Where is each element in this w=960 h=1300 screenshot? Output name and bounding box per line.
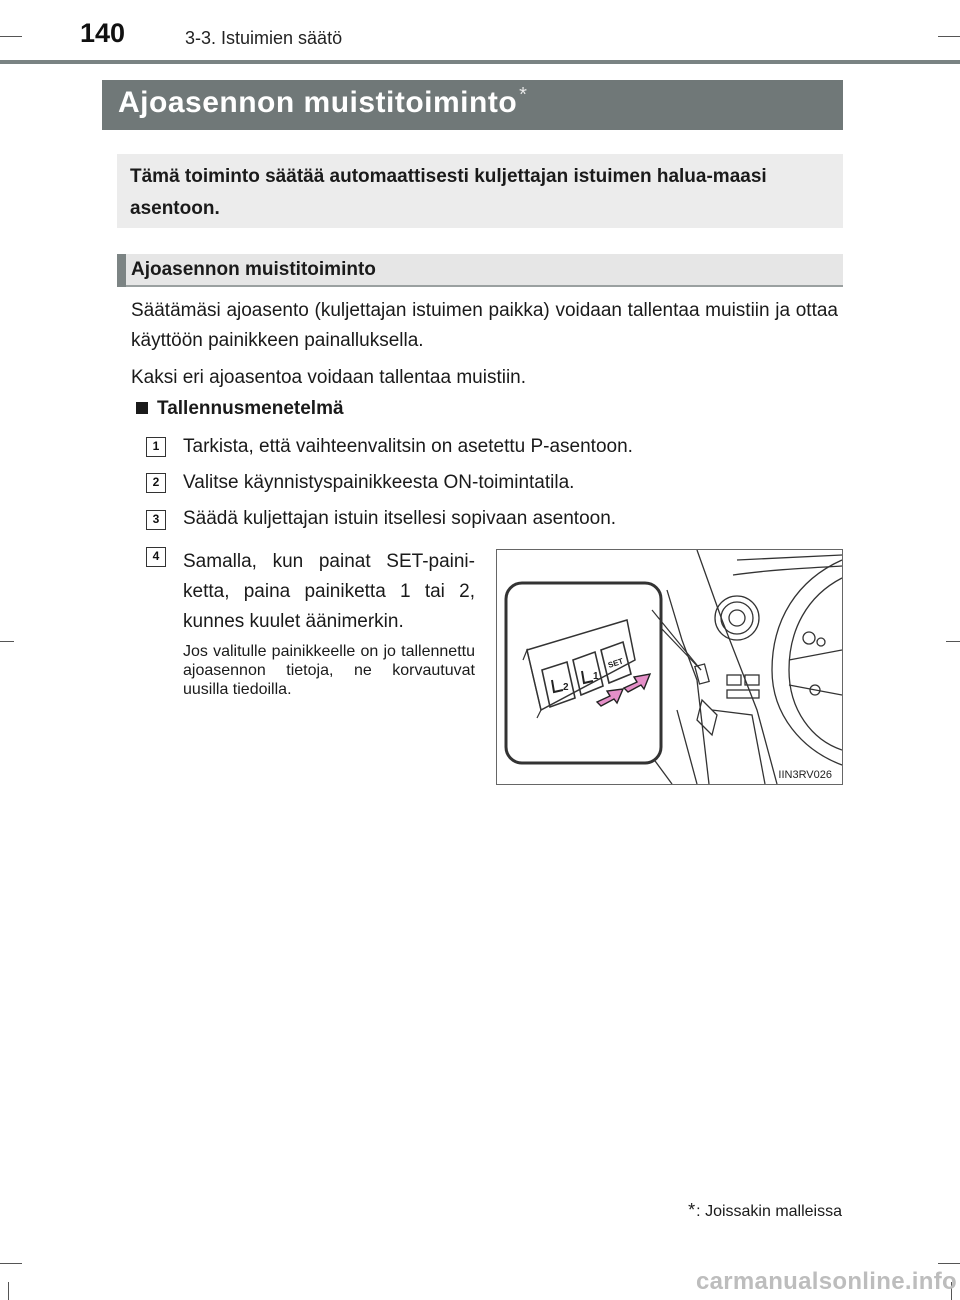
crop-mark xyxy=(8,1282,9,1300)
figure-seat-memory-buttons xyxy=(496,549,843,785)
crop-mark xyxy=(938,1263,960,1264)
crop-mark xyxy=(946,641,960,642)
paragraph: Kaksi eri ajoasentoa voidaan tallentaa muistiin. xyxy=(131,367,527,388)
subheading-accent xyxy=(117,254,126,287)
page-number: 140 xyxy=(80,18,126,48)
section-title: 3-3. Istuimien säätö xyxy=(185,28,343,48)
square-bullet-icon xyxy=(136,402,148,414)
figure-code: IIN3RV026 xyxy=(778,769,832,781)
step-number: 1 xyxy=(146,437,166,457)
page-title-text: Ajoasennon muistitoiminto xyxy=(118,86,518,119)
step-number: 2 xyxy=(146,473,166,493)
title-asterisk: * xyxy=(519,84,528,106)
method-heading xyxy=(136,398,344,420)
method-heading-text: Tallennusmenetelmä xyxy=(157,398,344,419)
crop-mark xyxy=(0,641,14,642)
header-rule xyxy=(0,60,960,64)
footnote-text: : Joissakin malleissa xyxy=(696,1203,842,1220)
intro-text: Tämä toiminto säätää automaattisesti kuljettajan istuimen halua-maasi asentoon. xyxy=(130,166,767,219)
step-text: Samalla, kun painat SET-paini-ketta, paina painiketta 1 tai 2, kunnes kuulet äänimerkin. xyxy=(183,551,475,632)
step-text: Säädä kuljettajan istuin itsellesi sopivaan asentoon. xyxy=(183,508,617,529)
crop-mark xyxy=(0,36,22,37)
watermark: carmanualsonline.info xyxy=(695,1268,957,1295)
subheading: Ajoasennon muistitoiminto xyxy=(131,259,376,280)
dashboard-illustration xyxy=(497,550,842,784)
crop-mark xyxy=(938,36,960,37)
button-set-label: SET xyxy=(606,656,625,670)
paragraph: Säätämäsi ajoasento (kuljettajan istuimen paikka) voidaan tallentaa muistiin ja ottaa käyttöön painikkeen painalluksella. xyxy=(131,300,838,351)
button-1-label: 1 xyxy=(593,671,599,682)
page-title xyxy=(118,86,527,120)
step-text: Valitse käynnistyspainikkeesta ON-toimintatila. xyxy=(183,472,575,493)
step-number: 4 xyxy=(146,547,166,567)
footnote xyxy=(688,1200,842,1221)
button-2-label: 2 xyxy=(563,682,569,693)
note-text: Jos valitulle painikkeelle on jo tallennettu ajoasennon tietoja, ne korvautuvat uusilla tiedoilla. xyxy=(183,643,475,698)
footnote-asterisk: * xyxy=(688,1200,696,1220)
step-text: Tarkista, että vaihteenvalitsin on asetettu P-asentoon. xyxy=(183,436,633,457)
step-number: 3 xyxy=(146,510,166,530)
crop-mark xyxy=(0,1263,22,1264)
